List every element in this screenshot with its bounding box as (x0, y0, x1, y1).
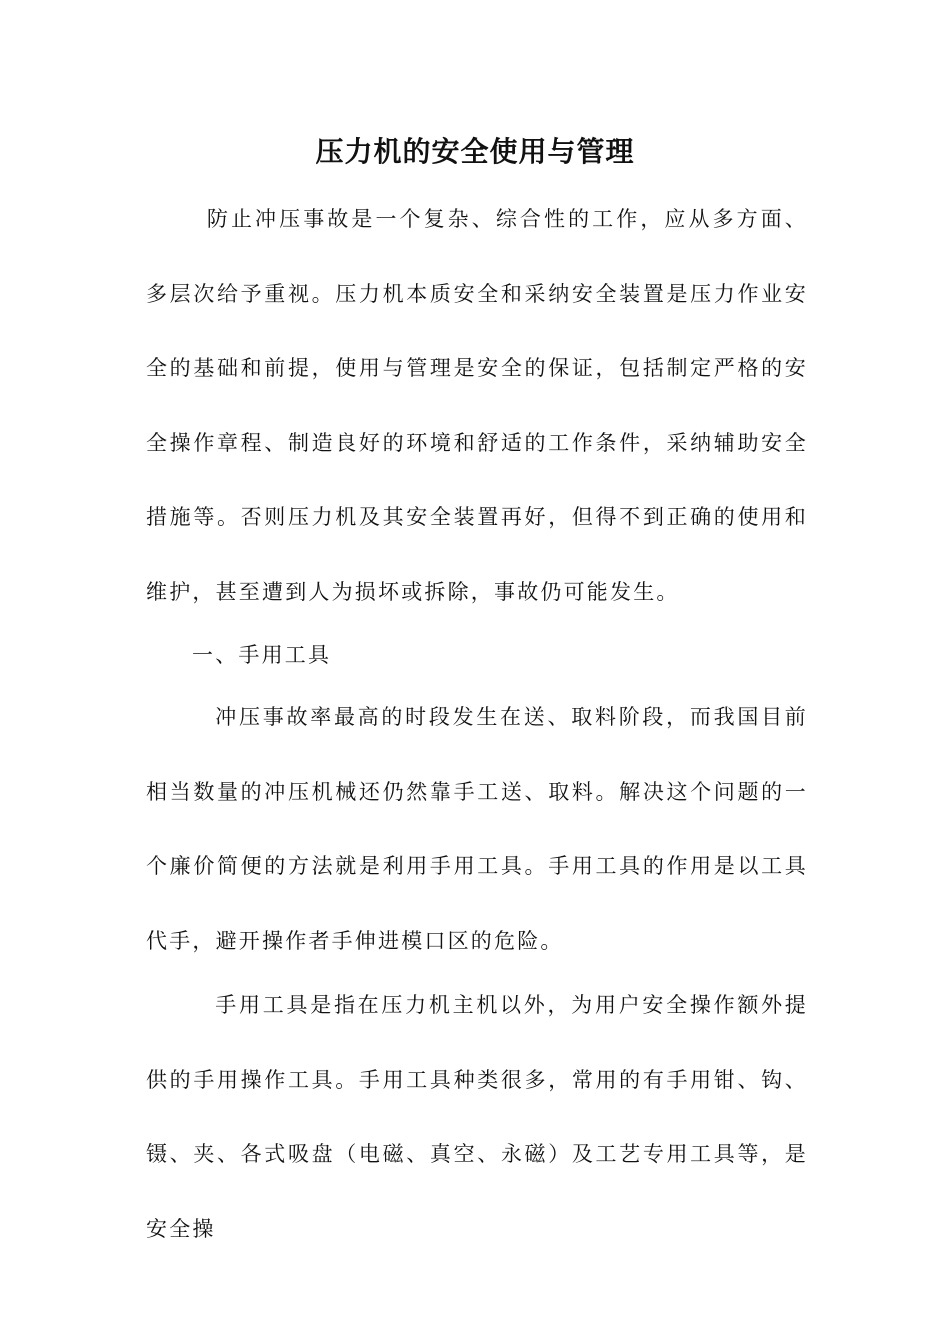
document-title: 压力机的安全使用与管理 (315, 135, 635, 168)
paragraph-hand-tools-definition: 手用工具是指在压力机主机以外，为用户安全操作额外提供的手用操作工具。手用工具种类很多，常用的有手用钳、钩、镊、夹、各式吸盘（电磁、真空、永磁）及工艺专用工具等，是安全操 (146, 993, 808, 1241)
paragraph-intro: 防止冲压事故是一个复杂、综合性的工作，应从多方面、多层次给予重视。压力机本质安全和采纳安全装置是压力作业安全的基础和前提，使用与管理是安全的保证，包括制定严格的安全操作章程、制造良好的环境和舒适的工作条件，采纳辅助安全措施等。否则压力机及其安全装置再好，但得不到正确的使用和维护，甚至遭到人为损坏或拆除，事故仍可能发生。 (146, 207, 808, 604)
section-heading-hand-tools: 一、手用工具 (192, 643, 332, 667)
paragraph-hand-tools-purpose: 冲压事故率最高的时段发生在送、取料阶段，而我国目前相当数量的冲压机械还仍然靠手工送、取料。解决这个问题的一个廉价简便的方法就是利用手用工具。手用工具的作用是以工具代手，避开操作者手伸进模口区的危险。 (146, 705, 808, 953)
